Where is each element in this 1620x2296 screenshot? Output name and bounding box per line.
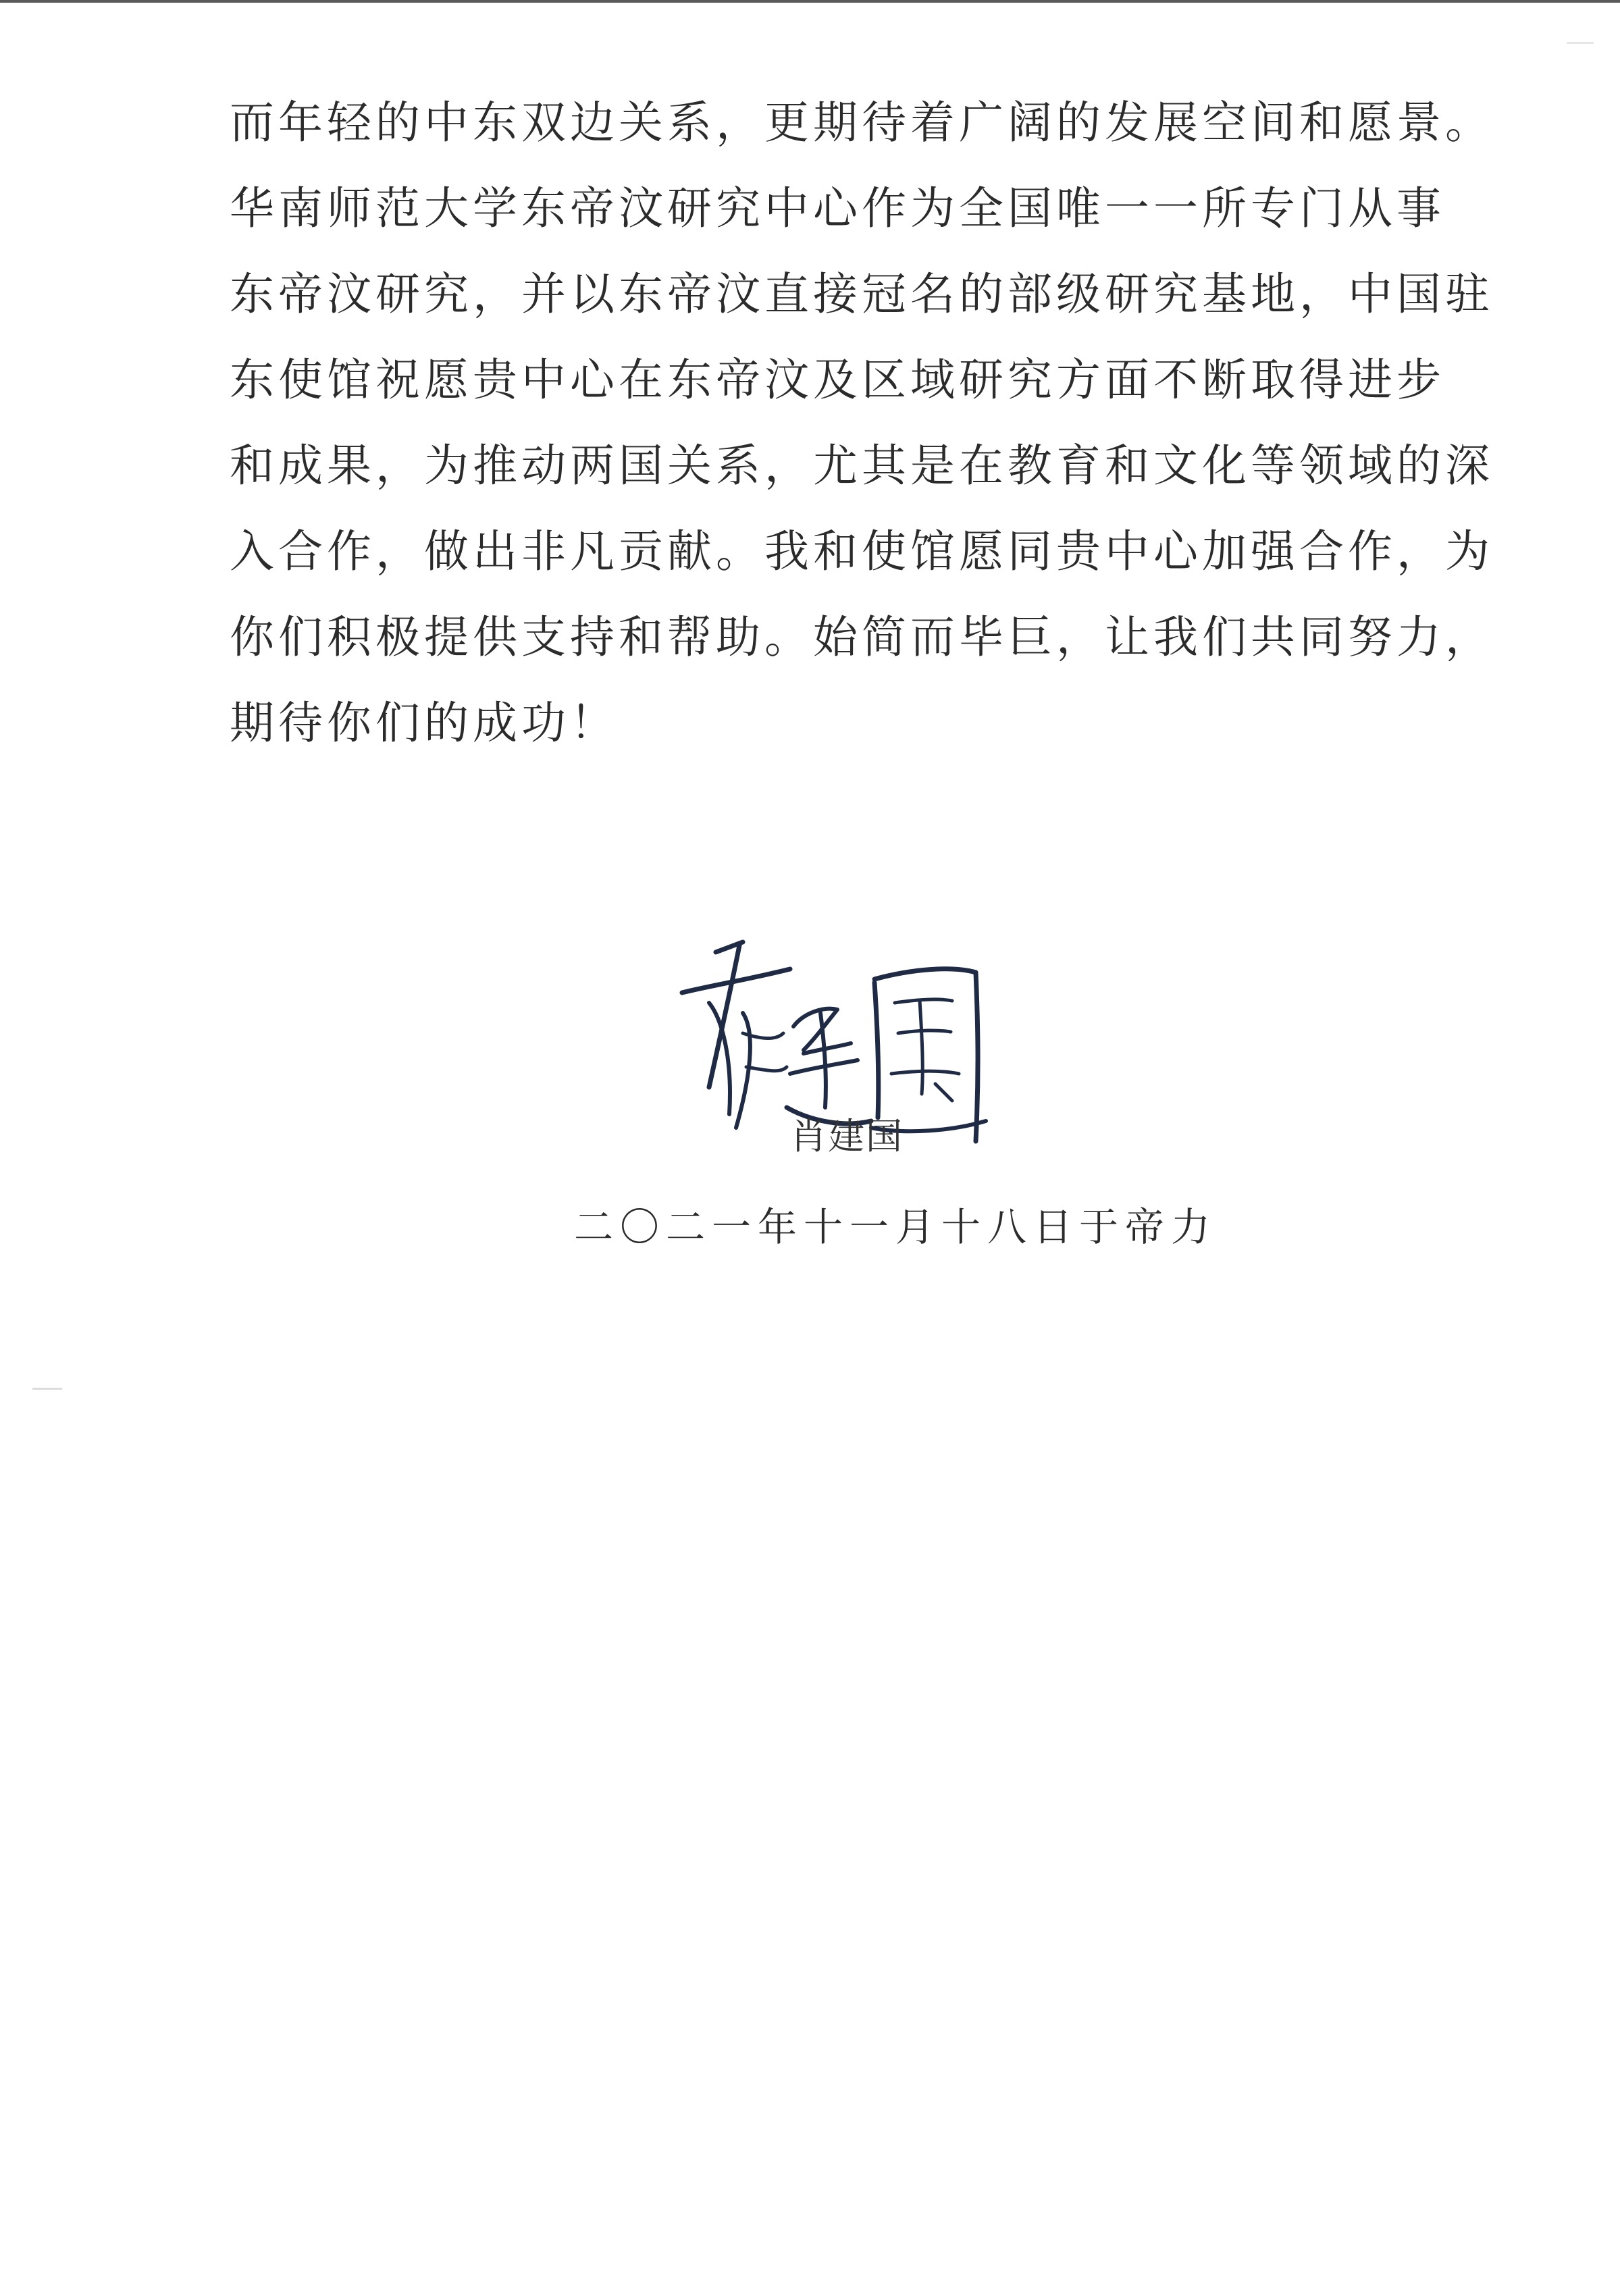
letter-body	[230, 80, 1494, 766]
letter-line: 而年轻的中东双边关系，更期待着广阔的发展空间和愿景。	[230, 97, 1494, 149]
letter-line: 东帝汶研究，并以东帝汶直接冠名的部级研究基地，中国驻	[230, 268, 1494, 320]
sign-date-place: 二〇二一年十一月十八日于帝力	[574, 1204, 1218, 1250]
letter-line: 东使馆祝愿贵中心在东帝汶及区域研究方面不断取得进步	[230, 354, 1445, 406]
letter-line: 和成果，为推动两国关系，尤其是在教育和文化等领域的深	[230, 440, 1494, 492]
letter-line: 期待你们的成功！	[230, 697, 619, 749]
letter-line: 你们积极提供支持和帮助。始简而毕巨，让我们共同努力，	[230, 611, 1494, 663]
letter-line: 华南师范大学东帝汶研究中心作为全国唯一一所专门从事	[230, 182, 1445, 234]
top-border	[0, 0, 1620, 3]
scan-artifact	[32, 1388, 62, 1390]
scan-artifact	[1567, 42, 1594, 44]
signer-name: 肖建国	[790, 1115, 904, 1157]
letter-line: 入合作，做出非凡贡献。我和使馆愿同贵中心加强合作，为	[230, 525, 1494, 577]
